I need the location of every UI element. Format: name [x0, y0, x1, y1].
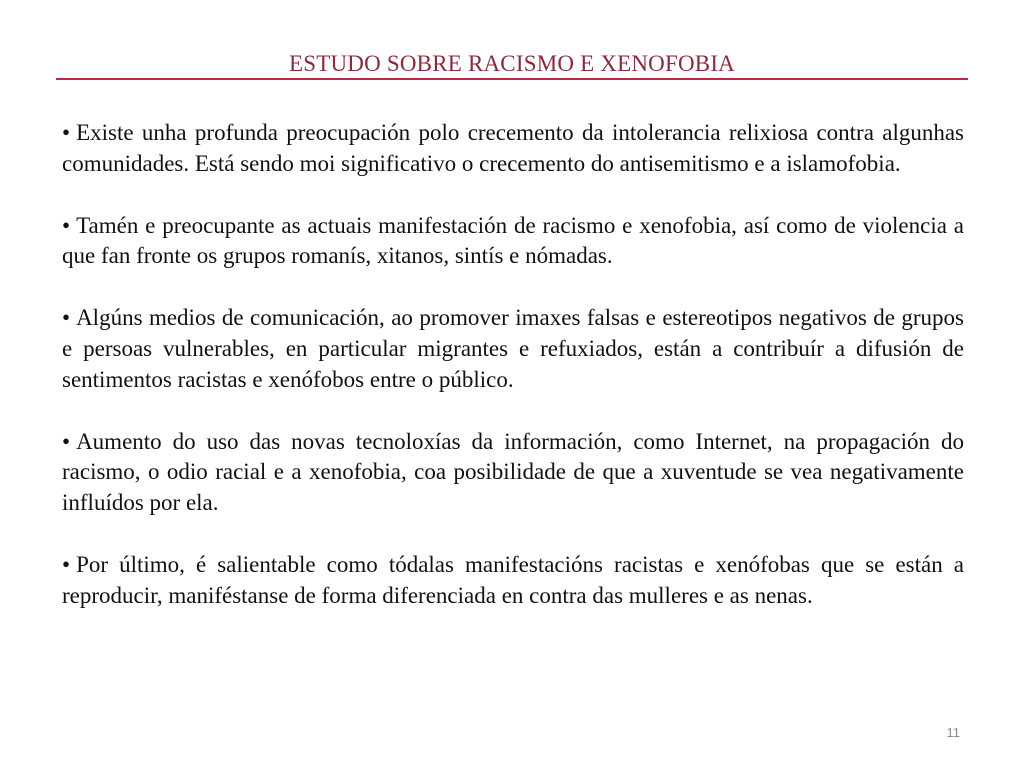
bullet-item: [62, 550, 964, 612]
bullet-marker: •: [62, 305, 71, 331]
bullet-text: Aumento do uso das novas tecnoloxías da información, como Internet, na propagación do racismo, o odio racial e a xenofobia, coa posibilidade de que a xuventude se vea negativamente influídos por ela.: [62, 428, 964, 516]
bullet-marker: •: [62, 120, 71, 145]
bullet-list: [62, 118, 964, 612]
bullet-item: [62, 303, 964, 395]
bullet-item: [62, 118, 964, 180]
bullet-marker: •: [62, 212, 71, 238]
bullet-item: [62, 211, 964, 273]
bullet-text: Algúns medios de comunicación, ao promover imaxes falsas e estereotipos negativos de grupos e persoas vulnerables, en particular migrantes e refuxiados, están a contribuír a difusión de sentimentos racistas e xenófobos entre o público.: [62, 305, 964, 392]
bullet-text: Por último, é salientable como tódalas manifestacións racistas e xenófobas que se están a reproducir, maniféstanse de forma diferenciada en contra das mulleres e as nenas.: [62, 551, 964, 608]
slide-title: ESTUDO SOBRE RACISMO E XENOFOBIA: [289, 51, 735, 76]
bullet-item: [62, 427, 964, 519]
page-number: 11: [946, 725, 960, 740]
title-divider: [56, 78, 968, 80]
bullet-marker: •: [62, 428, 71, 454]
bullet-text: Existe unha profunda preocupación polo crecemento da intolerancia relixiosa contra algunhas comunidades. Está sendo moi significativo o crecemento do antisemitismo e a islamofobia.: [62, 120, 964, 176]
bullet-text: Tamén e preocupante as actuais manifestación de racismo e xenofobia, así como de violencia a que fan fronte os grupos romanís, xitanos, sintís e nómadas.: [62, 212, 964, 269]
bullet-marker: •: [62, 551, 71, 577]
